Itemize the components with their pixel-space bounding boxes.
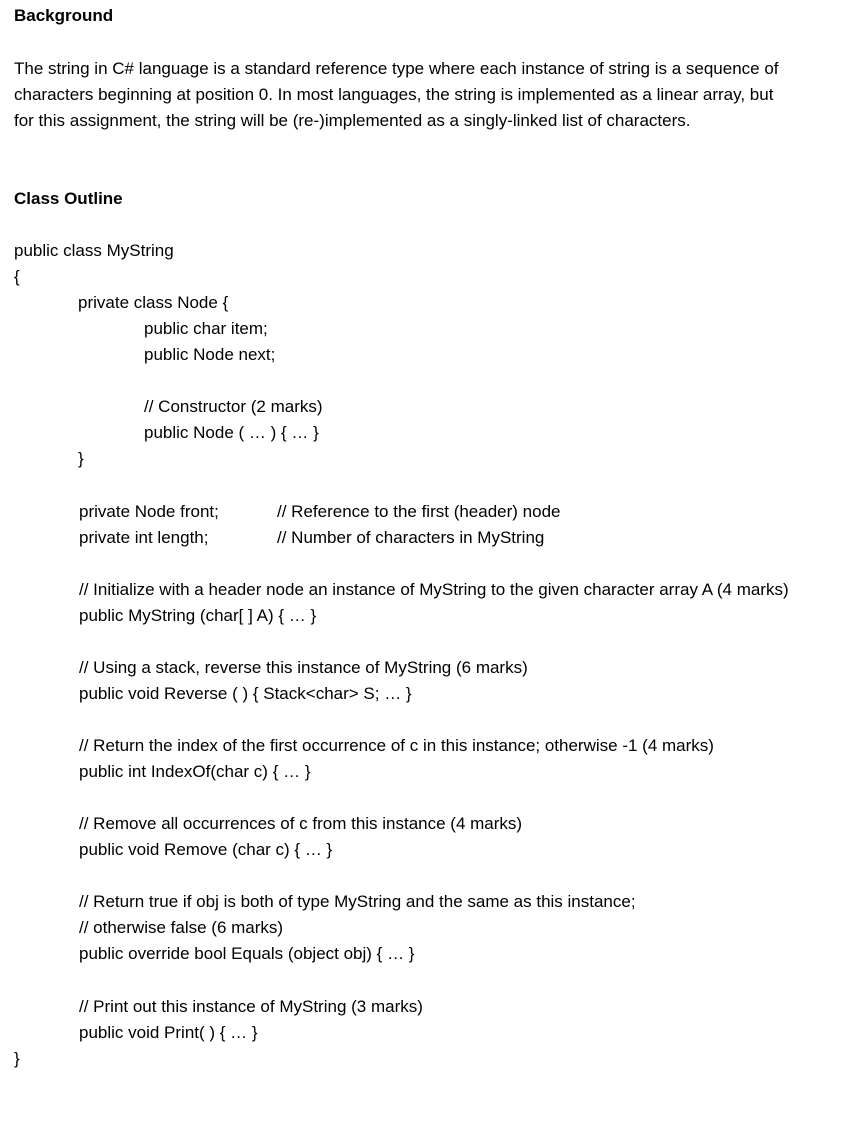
print-comment: // Print out this instance of MyString (3 marks) xyxy=(79,997,423,1016)
indexof-signature: public int IndexOf(char c) { … } xyxy=(79,762,311,781)
remove-signature: public void Remove (char c) { … } xyxy=(79,840,333,859)
equals-comment-line-1: // Return true if obj is both of type MyString and the same as this instance; xyxy=(79,892,636,911)
length-field-comment: // Number of characters in MyString xyxy=(277,528,545,547)
reverse-signature: public void Reverse ( ) { Stack<char> S; … } xyxy=(79,684,412,703)
background-paragraph xyxy=(14,56,844,134)
class-declaration: public class MyString xyxy=(14,241,174,260)
node-item-field: public char item; xyxy=(144,319,268,338)
node-class-declaration: private class Node { xyxy=(78,293,229,312)
front-field: private Node front; xyxy=(79,502,219,521)
class-close-brace: } xyxy=(14,1049,20,1068)
print-signature: public void Print( ) { … } xyxy=(79,1023,258,1042)
class-outline-heading: Class Outline xyxy=(14,189,123,208)
remove-comment: // Remove all occurrences of c from this instance (4 marks) xyxy=(79,814,523,833)
node-class-close-brace: } xyxy=(78,449,84,468)
front-field-comment: // Reference to the first (header) node xyxy=(277,502,561,521)
background-line-3: for this assignment, the string will be (re-)implemented as a singly-linked list of characters. xyxy=(14,111,691,130)
indexof-comment: // Return the index of the first occurrence of c in this instance; otherwise -1 (4 marks) xyxy=(79,736,714,755)
constructor-comment: // Initialize with a header node an instance of MyString to the given character array A (4 marks) xyxy=(79,580,789,599)
constructor-signature: public MyString (char[ ] A) { … } xyxy=(79,606,317,625)
node-next-field: public Node next; xyxy=(144,345,276,364)
reverse-comment: // Using a stack, reverse this instance of MyString (6 marks) xyxy=(79,658,528,677)
background-line-2: characters beginning at position 0. In most languages, the string is implemented as a linear array, but xyxy=(14,85,774,104)
class-open-brace: { xyxy=(14,267,20,286)
node-constructor-comment: // Constructor (2 marks) xyxy=(144,397,323,416)
node-constructor-signature: public Node ( … ) { … } xyxy=(144,423,319,442)
background-heading: Background xyxy=(14,6,114,25)
equals-comment-line-2: // otherwise false (6 marks) xyxy=(79,918,284,937)
length-field: private int length; xyxy=(79,528,209,547)
equals-signature: public override bool Equals (object obj) { … } xyxy=(79,944,415,963)
background-line-1: The string in C# language is a standard reference type where each instance of string is a sequence of xyxy=(14,59,779,78)
